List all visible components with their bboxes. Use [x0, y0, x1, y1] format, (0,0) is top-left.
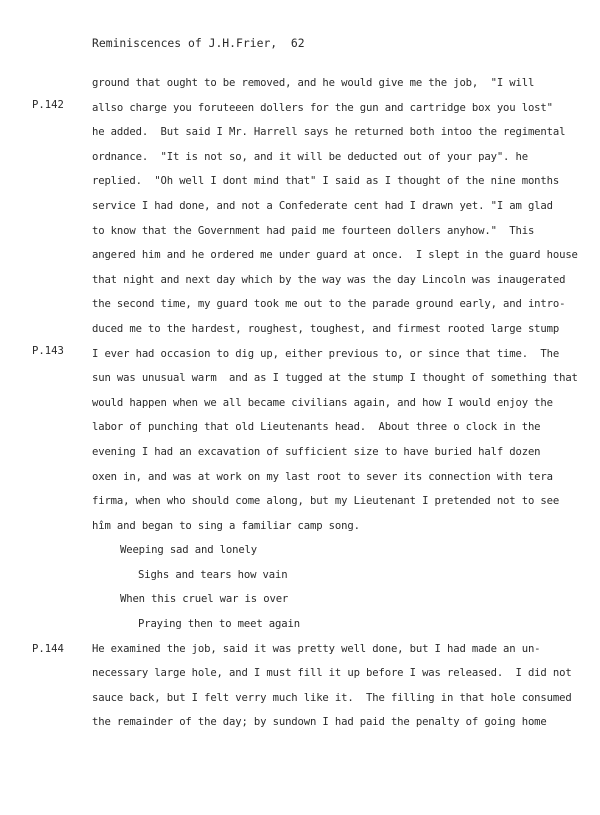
text-line: necessary large hole, and I must fill it up before I was released. I did not [92, 667, 572, 680]
page-marker-p142: P.142 [32, 99, 64, 111]
page-marker-p143: P.143 [32, 345, 64, 357]
text-line: I ever had occasion to dig up, either previous to, or since that time. The [92, 347, 560, 360]
text-line: service I had done, and not a Confederate cent had I drawn yet. "I am glad [92, 199, 553, 212]
text-line: replied. "Oh well I dont mind that" I said as I thought of the nine months [92, 175, 560, 188]
page-marker-p144: P.144 [32, 643, 64, 655]
poem-block [92, 538, 592, 636]
text-line: firma, when who should come along, but my Lieutenant I pretended not to see [92, 495, 560, 508]
text-line: he added. But said I Mr. Harrell says he returned both intoo the regimental [92, 126, 566, 139]
text-line: angered him and he ordered me under guard at once. I slept in the guard house [92, 249, 578, 262]
poem-line: Praying then to meet again [138, 618, 300, 631]
text-line: allso charge you foruteeen dollers for the gun and cartridge box you lost" [92, 101, 553, 114]
text-line: the second time, my guard took me out to the parade ground early, and intro- [92, 298, 566, 311]
text-line: that night and next day which by the way was the day Lincoln was inaugerated [92, 273, 566, 286]
body-text [92, 71, 592, 735]
text-line: the remainder of the day; by sundown I had paid the penalty of going home [92, 716, 547, 729]
text-line: labor of punching that old Lieutenants head. About three o clock in the [92, 421, 541, 434]
text-line: to know that the Government had paid me fourteen dollers anyhow." This [92, 224, 535, 237]
poem-line: Sighs and tears how vain [138, 568, 288, 581]
text-line: evening I had an excavation of sufficient size to have buried half dozen [92, 445, 541, 458]
text-line: would happen when we all became civilians again, and how I would enjoy the [92, 396, 553, 409]
text-line: sun was unusual warm and as I tugged at the stump I thought of something that [92, 372, 578, 385]
text-line: oxen in, and was at work on my last root to sever its connection with tera [92, 470, 553, 483]
text-line: sauce back, but I felt verry much like it. The filling in that hole consumed [92, 691, 572, 704]
text-line: hîm and began to sing a familiar camp song. [92, 519, 360, 532]
page-header: Reminiscences of J.H.Frier, 62 [92, 36, 305, 50]
text-line: ordnance. "It is not so, and it will be deducted out of your pay". he [92, 150, 528, 163]
text-line: duced me to the hardest, roughest, toughest, and firmest rooted large stump [92, 322, 560, 335]
poem-line: When this cruel war is over [120, 593, 289, 606]
poem-line: Weeping sad and lonely [120, 544, 258, 557]
text-line: He examined the job, said it was pretty well done, but I had made an un- [92, 642, 541, 655]
text-line: ground that ought to be removed, and he would give me the job, "I will [92, 77, 535, 89]
